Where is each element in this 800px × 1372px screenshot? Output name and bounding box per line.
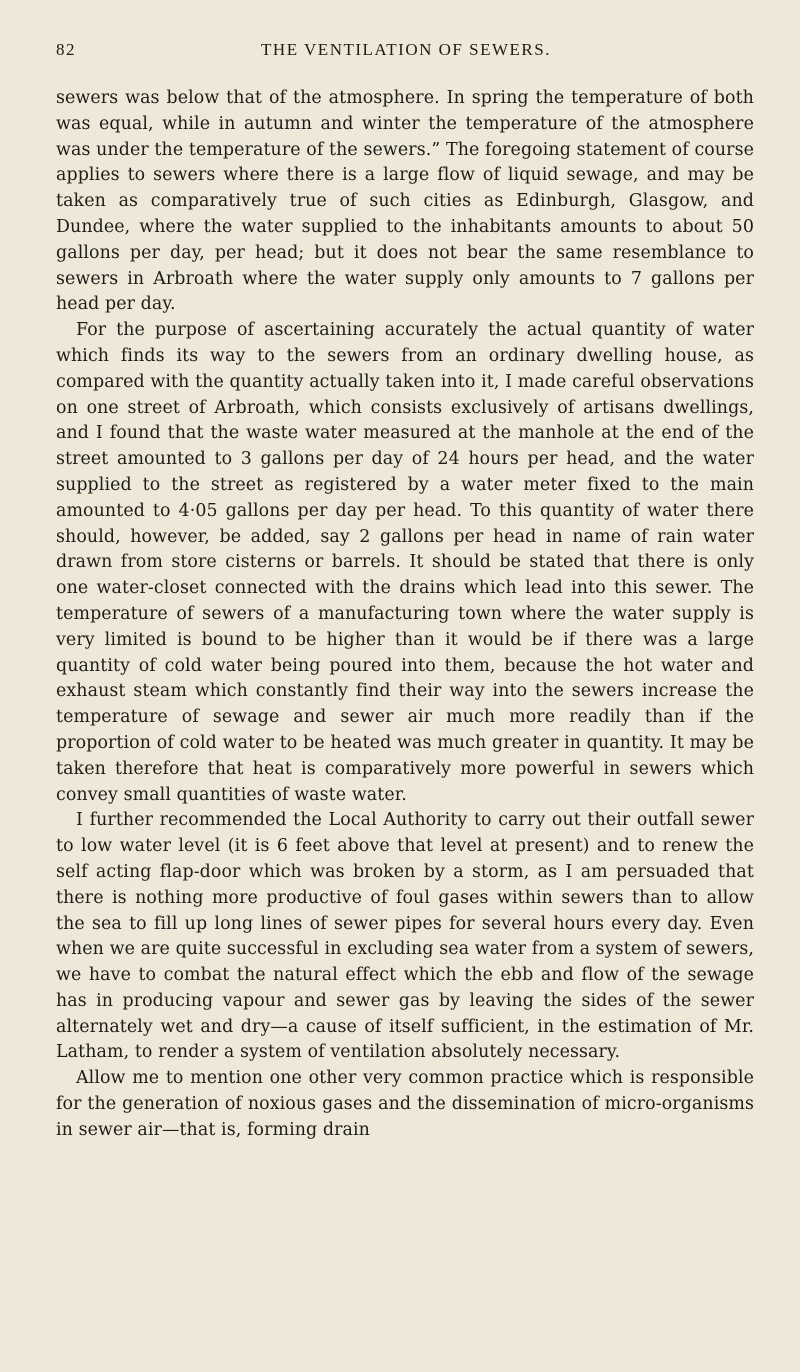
page-header <box>56 40 756 70</box>
paragraph: I further recommended the Local Authority to carry out their outfall sewer to low water level (it is 6 feet above that level at present) and to renew the self acting flap-door which was broken by a storm, as I am persuaded that there is nothing more productive of foul gases within sewers than to allow the sea to fill up long lines of sewer pipes for several hours every day. Even when we are quite successful in excluding sea water from a system of sewers, we have to combat the natural effect which the ebb and flow of the sewage has in producing vapour and sewer gas by leaving the sides of the sewer alternately wet and dry—a cause of itself sufficient, in the estimation of Mr. Latham, to render a system of ventilation absolutely necessary. <box>56 810 754 1063</box>
paragraph: For the purpose of ascertaining accurately the actual quantity of water which finds its way to the sewers from an ordinary dwelling house, as compared with the quantity actually taken into it, I made careful observations on one street of Arbroath, which consists exclusively of artisans dwellings, and I found that the waste water measured at the manhole at the end of the street amounted to 3 gallons per day of 24 hours per head, and the water supplied to the street as registered by a water meter fixed to the main amounted to 4·05 gallons per day per head. To this quantity of water there should, however, be added, say 2 gallons per head in name of rain water drawn from store cisterns or barrels. It should be stated that there is only one water-closet connected with the drains which lead into this sewer. The temperature of sewers of a manufacturing town where the water supply is very limited is bound to be higher than it would be if there was a large quantity of cold water being poured into them, because the hot water and exhaust steam which constantly find their way into the sewers increase the temperature of sewage and sewer air much more readily than if the proportion of cold water to be heated was much greater in quantity. It may be taken therefore that heat is comparatively more powerful in sewers which convey small quantities of waste water. <box>56 320 754 805</box>
paragraph: Allow me to mention one other very common practice which is responsible for the generation of noxious gases and the dissemination of micro-organisms in sewer air—that is, forming drain <box>56 1068 754 1140</box>
body-text <box>56 86 754 1144</box>
page-number: 82 <box>56 40 76 59</box>
paragraph: sewers was below that of the atmosphere. In spring the temperature of both was equal, while in autumn and winter the temperature of the atmosphere was under the temperature of the sewers.” The foregoing statement of course applies to sewers where there is a large flow of liquid sewage, and may be taken as comparatively true of such cities as Edinburgh, Glasgow, and Dundee, where the water supplied to the inhabitants amounts to about 50 gallons per day, per head; but it does not bear the same resemblance to sewers in Arbroath where the water supply only amounts to 7 gallons per head per day. <box>56 88 754 315</box>
running-title: THE VENTILATION OF SEWERS. <box>261 40 551 59</box>
